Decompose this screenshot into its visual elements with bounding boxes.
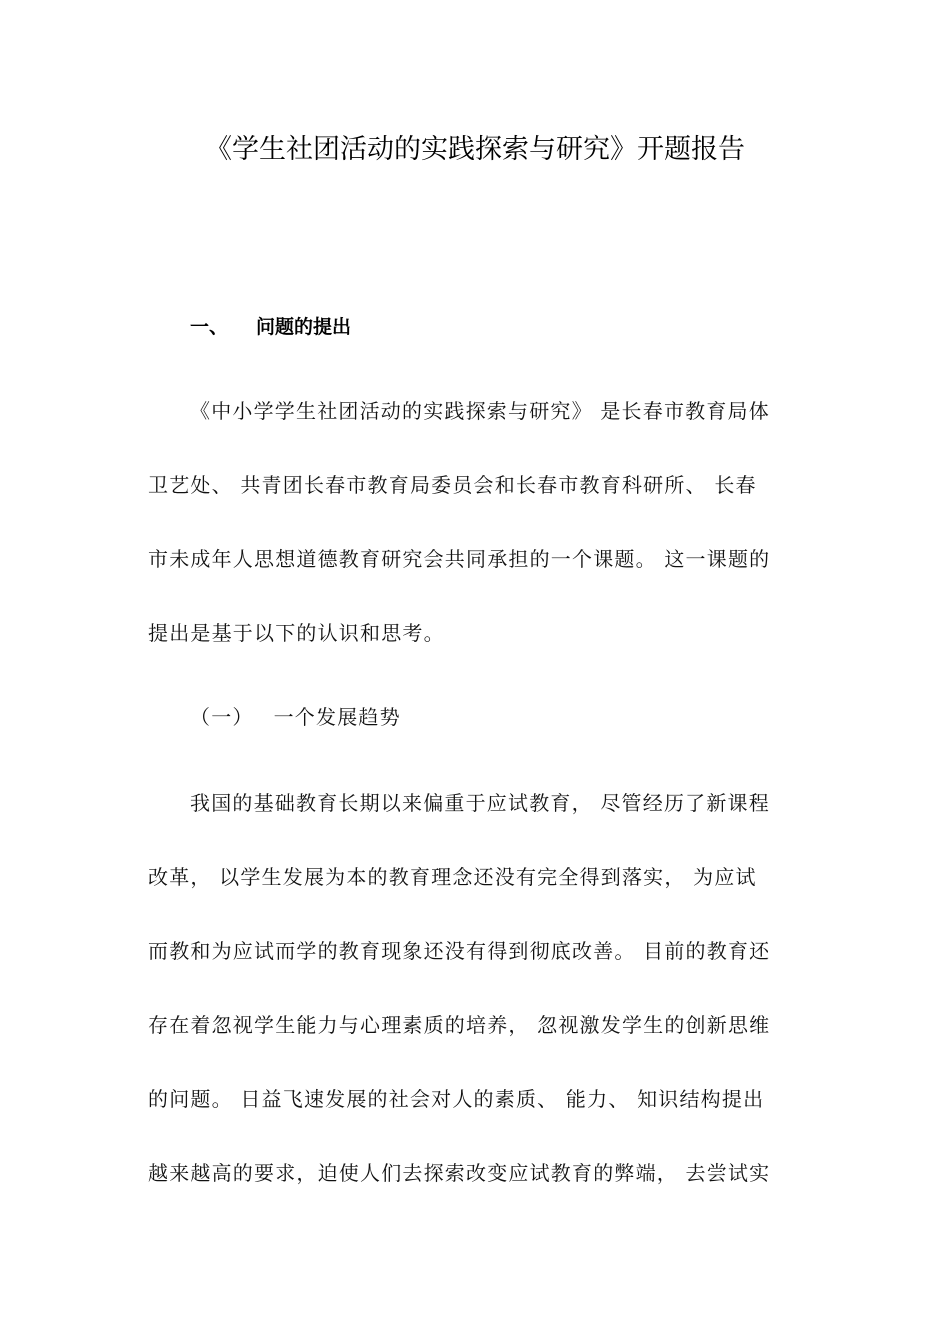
- section-heading: [190, 312, 351, 342]
- paragraph-line: 改革， 以学生发展为本的教育理念还没有完全得到落实， 为应试: [148, 865, 757, 889]
- paragraph-line: 卫艺处、 共青团长春市教育局委员会和长春市教育科研所、 长春: [148, 473, 757, 497]
- paragraph-line: 市未成年人思想道德教育研究会共同承担的一个课题。 这一课题的: [148, 547, 771, 571]
- paragraph-line: 《中小学学生社团活动的实践探索与研究》 是长春市教育局体: [190, 399, 770, 423]
- paragraph-line: 提出是基于以下的认识和思考。: [148, 621, 445, 645]
- subsection-heading: [190, 702, 401, 732]
- section-title: 问题的提出: [256, 316, 352, 338]
- paragraph-line: 越来越高的要求，迫使人们去探索改变应试教育的弊端， 去尝试实: [148, 1161, 771, 1185]
- section-number: 一、: [190, 316, 229, 338]
- paragraph-line: 存在着忽视学生能力与心理素质的培养， 忽视激发学生的创新思维: [148, 1013, 771, 1037]
- subsection-number: （一）: [190, 705, 254, 729]
- paragraph-line: 我国的基础教育长期以来偏重于应试教育， 尽管经历了新课程: [190, 791, 770, 815]
- paragraph-line: 而教和为应试而学的教育现象还没有得到彻底改善。 目前的教育还: [148, 939, 771, 963]
- document-title: 《学生社团活动的实践探索与研究》开题报告: [205, 134, 745, 165]
- subsection-title: 一个发展趋势: [273, 705, 401, 729]
- paragraph-line: 的问题。 日益飞速发展的社会对人的素质、 能力、 知识结构提出: [148, 1087, 765, 1111]
